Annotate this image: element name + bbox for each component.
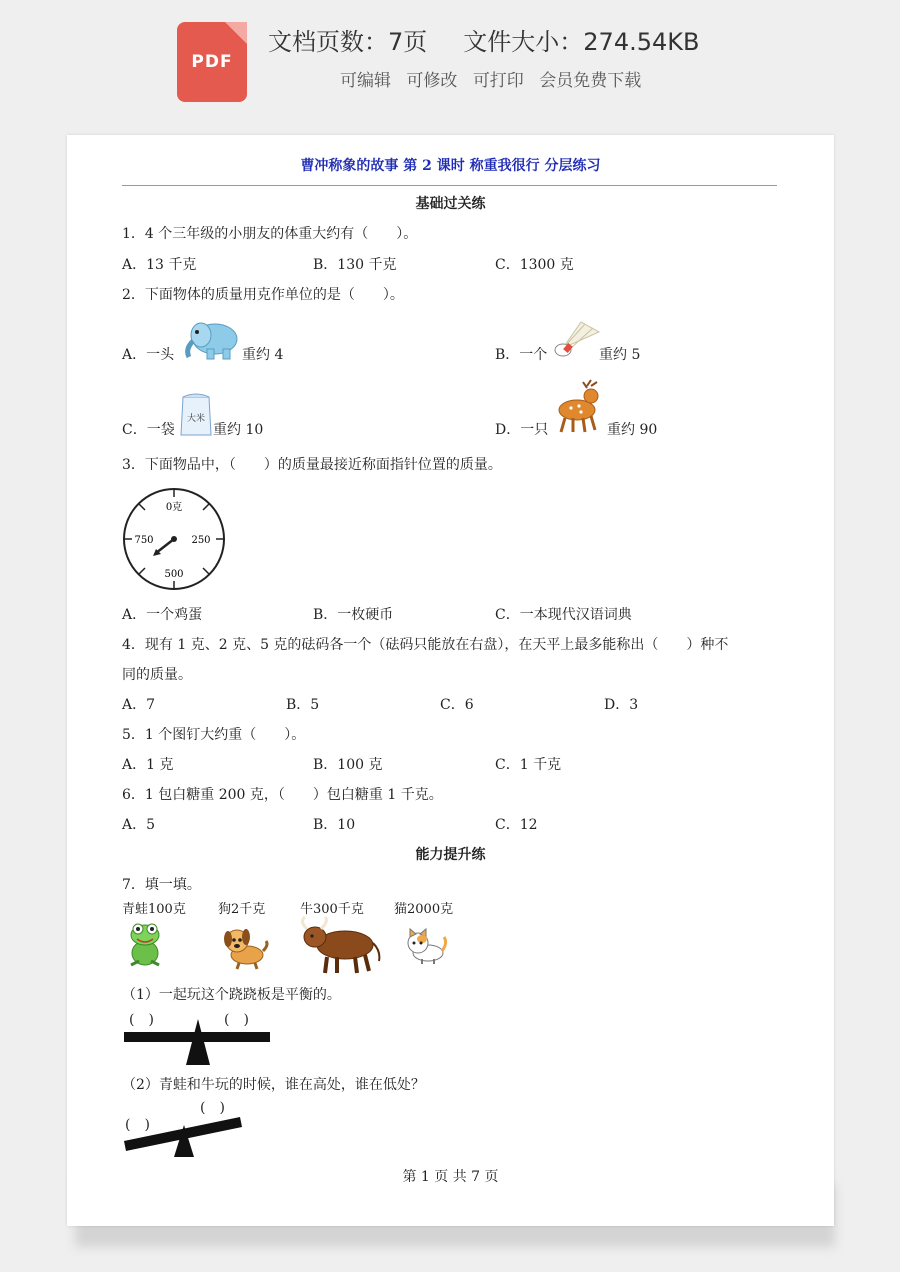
dial-label-left: 750 bbox=[134, 535, 154, 546]
question-5-stem: 5．1 个图钉大约重（ ）。 bbox=[122, 727, 306, 743]
question-2-option-a-weight: 重约 4 bbox=[242, 347, 284, 363]
question-2-option-d-weight: 重约 90 bbox=[607, 422, 658, 438]
elephant-icon bbox=[179, 315, 243, 361]
question-5-option-a: A．1 克 bbox=[122, 757, 174, 773]
question-7-stem: 7．填一填。 bbox=[122, 877, 201, 893]
title-divider bbox=[122, 185, 777, 186]
seesaw-1-right-blank: ( ) bbox=[224, 1012, 249, 1028]
dog-icon bbox=[217, 923, 269, 969]
balanced-seesaw bbox=[124, 1019, 272, 1065]
question-1-stem: 1．4 个三年级的小朋友的体重大约有（ ）。 bbox=[122, 226, 418, 242]
tilted-seesaw bbox=[122, 1113, 244, 1159]
question-6-option-b: B．10 bbox=[313, 817, 356, 833]
rice-bag-icon bbox=[179, 391, 213, 437]
dial-label-right: 250 bbox=[191, 535, 211, 546]
cat-icon bbox=[404, 929, 448, 965]
scale-dial bbox=[123, 488, 225, 590]
question-1-option-c: C．1300 克 bbox=[495, 257, 574, 273]
question-4-option-c: C．6 bbox=[440, 697, 474, 713]
feature-editable: 可编辑 bbox=[340, 71, 391, 91]
document-title: 曹冲称象的故事 第 2 课时 称重我很行 分层练习 bbox=[300, 158, 601, 174]
document-page bbox=[67, 135, 834, 1226]
shuttlecock-icon bbox=[551, 318, 601, 360]
question-2-option-b-text: B．一个 bbox=[495, 347, 548, 363]
feature-modifiable: 可修改 bbox=[406, 71, 458, 91]
question-4-option-d: D．3 bbox=[604, 697, 639, 713]
question-3-option-a: A．一个鸡蛋 bbox=[122, 607, 203, 623]
seesaw-2-low-blank: ( ) bbox=[125, 1117, 150, 1133]
section-basic-heading: 基础过关练 bbox=[415, 196, 486, 212]
frog-icon bbox=[125, 921, 165, 969]
dial-label-bottom: 500 bbox=[164, 569, 184, 580]
feature-list bbox=[340, 66, 651, 91]
page-footer: 第 1 页 共 7 页 bbox=[402, 1169, 499, 1185]
question-4-option-b: B．5 bbox=[286, 697, 320, 713]
question-4-option-a: A．7 bbox=[122, 697, 156, 713]
question-3-stem: 3．下面物品中，（ ）的质量最接近称面指针位置的质量。 bbox=[122, 457, 502, 473]
feature-printable: 可打印 bbox=[472, 71, 524, 91]
document-info-header bbox=[0, 0, 900, 120]
question-6-option-a: A．5 bbox=[122, 817, 156, 833]
question-4-stem-line1: 4．现有 1 克、2 克、5 克的砝码各一个（砝码只能放在右盘），在天平上最多能称出（ ）种不 bbox=[122, 637, 729, 653]
animal-label-frog: 青蛙100克 bbox=[122, 902, 186, 917]
pdf-file-icon: PDF bbox=[177, 22, 247, 102]
question-2-option-d-text: D．一只 bbox=[495, 422, 549, 438]
question-2-option-c-weight: 重约 10 bbox=[213, 422, 264, 438]
deer-icon bbox=[551, 380, 605, 436]
file-size: 文件大小：274.54KB bbox=[463, 28, 700, 56]
section-advanced-heading: 能力提升练 bbox=[415, 847, 486, 863]
question-7-part-2: （2）青蛙和牛玩的时候，谁在高处，谁在低处？ bbox=[122, 1077, 425, 1093]
question-3-option-b: B．一枚硬币 bbox=[313, 607, 394, 623]
question-2-stem: 2．下面物体的质量用克作单位的是（ ）。 bbox=[122, 287, 404, 303]
document-meta bbox=[268, 22, 699, 57]
question-4-stem-line2: 同的质量。 bbox=[122, 667, 192, 683]
question-3-option-c: C．一本现代汉语词典 bbox=[495, 607, 632, 623]
ox-icon bbox=[299, 915, 383, 975]
rice-bag-label: 大米 bbox=[186, 414, 206, 424]
question-1-option-b: B．130 千克 bbox=[313, 257, 397, 273]
animal-label-ox: 牛300千克 bbox=[300, 902, 364, 917]
question-5-option-b: B．100 克 bbox=[313, 757, 383, 773]
question-5-option-c: C．1 千克 bbox=[495, 757, 562, 773]
question-2-option-a-text: A．一头 bbox=[122, 347, 175, 363]
animal-label-dog: 狗2千克 bbox=[218, 902, 266, 917]
seesaw-1-left-blank: ( ) bbox=[129, 1012, 154, 1028]
feature-member-download: 会员免费下载 bbox=[539, 71, 642, 91]
question-2-option-c-text: C．一袋 bbox=[122, 422, 175, 438]
page-count: 文档页数：7页 bbox=[268, 28, 428, 56]
seesaw-2-high-blank: ( ) bbox=[200, 1100, 225, 1116]
question-1-option-a: A．13 千克 bbox=[122, 257, 197, 273]
question-7-part-1: （1）一起玩这个跷跷板是平衡的。 bbox=[122, 987, 341, 1003]
dial-label-top: 0克 bbox=[165, 502, 183, 513]
question-6-option-c: C．12 bbox=[495, 817, 538, 833]
question-6-stem: 6．1 包白糖重 200 克，（ ）包白糖重 1 千克。 bbox=[122, 787, 443, 803]
question-2-option-b-weight: 重约 5 bbox=[599, 347, 641, 363]
animal-label-cat: 猫2000克 bbox=[394, 902, 454, 917]
